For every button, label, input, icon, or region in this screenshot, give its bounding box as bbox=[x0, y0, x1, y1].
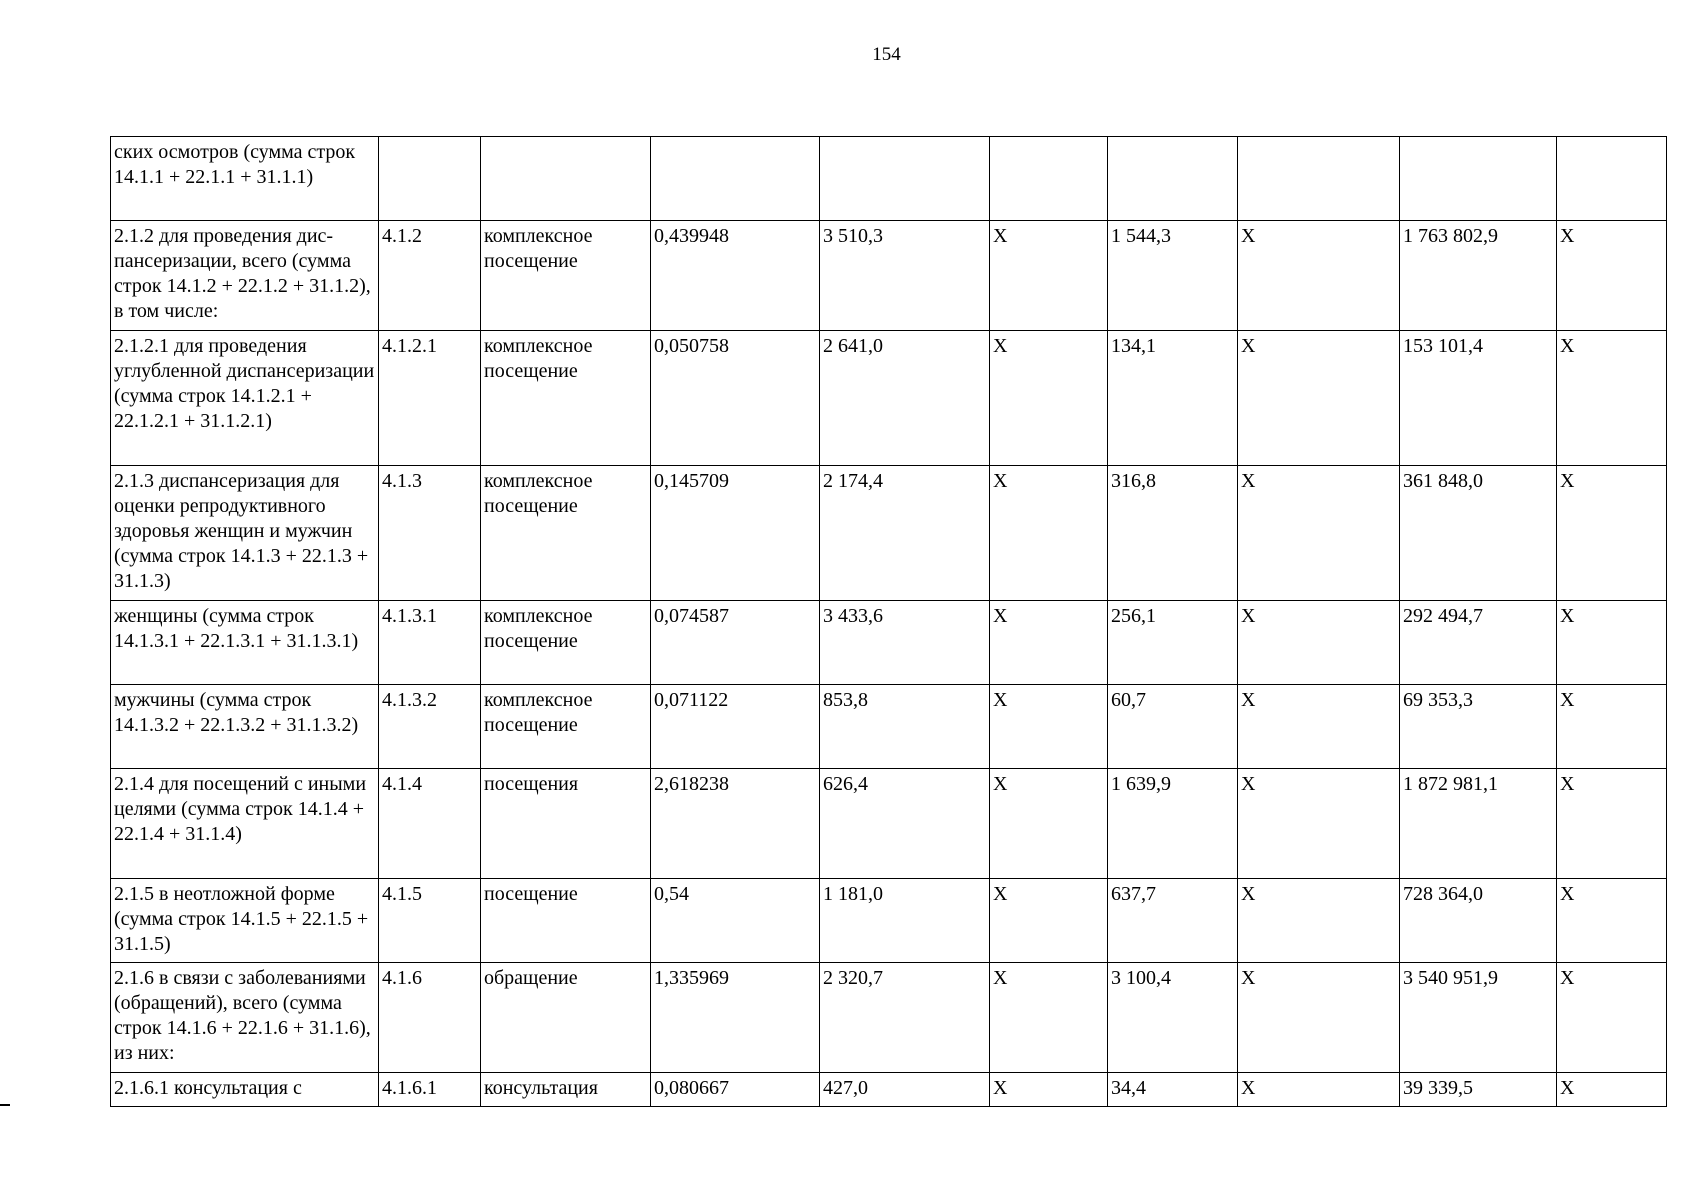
row-per-capita: 1 544,3 bbox=[1108, 221, 1238, 331]
row-unit bbox=[481, 137, 651, 221]
row-norm bbox=[651, 137, 820, 221]
row-code: 4.1.4 bbox=[379, 769, 481, 879]
row-cost: 3 433,6 bbox=[820, 601, 990, 685]
row-code: 4.1.3.1 bbox=[379, 601, 481, 685]
row-per-capita: 637,7 bbox=[1108, 879, 1238, 963]
row-x3: Х bbox=[1557, 963, 1667, 1073]
row-x3: Х bbox=[1557, 221, 1667, 331]
row-total: 1 763 802,9 bbox=[1400, 221, 1557, 331]
row-total: 39 339,5 bbox=[1400, 1073, 1557, 1107]
row-cost: 2 641,0 bbox=[820, 331, 990, 466]
row-total: 361 848,0 bbox=[1400, 466, 1557, 601]
row-total: 153 101,4 bbox=[1400, 331, 1557, 466]
row-x3: Х bbox=[1557, 685, 1667, 769]
row-code: 4.1.3 bbox=[379, 466, 481, 601]
row-x1: Х bbox=[990, 221, 1108, 331]
row-unit: посещение bbox=[481, 879, 651, 963]
row-per-capita: 134,1 bbox=[1108, 331, 1238, 466]
row-per-capita: 1 639,9 bbox=[1108, 769, 1238, 879]
row-norm: 0,050758 bbox=[651, 331, 820, 466]
row-norm: 1,335969 bbox=[651, 963, 820, 1073]
table-row bbox=[111, 1073, 1667, 1107]
row-cost: 2 174,4 bbox=[820, 466, 990, 601]
row-x3: Х bbox=[1557, 601, 1667, 685]
row-per-capita bbox=[1108, 137, 1238, 221]
tariff-table bbox=[110, 136, 1667, 1107]
row-cost: 1 181,0 bbox=[820, 879, 990, 963]
row-name: 2.1.4 для посещений с иными целями (сумма строк 14.1.4 + 22.1.4 + 31.1.4) bbox=[111, 769, 379, 879]
row-x3: Х bbox=[1557, 331, 1667, 466]
row-name: ских осмотров (сумма строк 14.1.1 + 22.1.1 + 31.1.1) bbox=[111, 137, 379, 221]
row-x2: Х bbox=[1238, 685, 1400, 769]
row-unit: комплексное посещение bbox=[481, 466, 651, 601]
row-name: женщины (сумма строк 14.1.3.1 + 22.1.3.1 + 31.1.3.1) bbox=[111, 601, 379, 685]
row-norm: 0,54 bbox=[651, 879, 820, 963]
row-total: 3 540 951,9 bbox=[1400, 963, 1557, 1073]
row-x2: Х bbox=[1238, 331, 1400, 466]
row-total: 1 872 981,1 bbox=[1400, 769, 1557, 879]
row-code bbox=[379, 137, 481, 221]
table-row bbox=[111, 137, 1667, 221]
row-per-capita: 34,4 bbox=[1108, 1073, 1238, 1107]
row-norm: 2,618238 bbox=[651, 769, 820, 879]
table-row bbox=[111, 331, 1667, 466]
row-total: 728 364,0 bbox=[1400, 879, 1557, 963]
row-cost: 3 510,3 bbox=[820, 221, 990, 331]
row-x2: Х bbox=[1238, 601, 1400, 685]
row-name: 2.1.2.1 для проведения углубленной диспансеризации (сумма строк 14.1.2.1 + 22.1.2.1 + 31.1.2.1) bbox=[111, 331, 379, 466]
row-x3 bbox=[1557, 137, 1667, 221]
row-x1: Х bbox=[990, 963, 1108, 1073]
row-x2: Х bbox=[1238, 769, 1400, 879]
row-norm: 0,074587 bbox=[651, 601, 820, 685]
row-x1: Х bbox=[990, 769, 1108, 879]
row-name: 2.1.3 диспансеризация для оценки репродуктивного здоровья женщин и мужчин (сумма строк 14.1.3 + 22.1.3 + 31.1.3) bbox=[111, 466, 379, 601]
table-row bbox=[111, 685, 1667, 769]
row-x2 bbox=[1238, 137, 1400, 221]
page-number: 154 bbox=[872, 44, 901, 65]
row-per-capita: 316,8 bbox=[1108, 466, 1238, 601]
row-cost: 626,4 bbox=[820, 769, 990, 879]
table-row bbox=[111, 221, 1667, 331]
row-unit: комплексное посещение bbox=[481, 331, 651, 466]
row-x1: Х bbox=[990, 879, 1108, 963]
row-code: 4.1.2.1 bbox=[379, 331, 481, 466]
row-x3: Х bbox=[1557, 879, 1667, 963]
table-row bbox=[111, 879, 1667, 963]
row-name: 2.1.2 для проведения диспансеризации, всего (сумма строк 14.1.2 + 22.1.2 + 31.1.2), в том числе: bbox=[111, 221, 379, 331]
row-code: 4.1.3.2 bbox=[379, 685, 481, 769]
row-name: мужчины (сумма строк 14.1.3.2 + 22.1.3.2 + 31.1.3.2) bbox=[111, 685, 379, 769]
row-total: 69 353,3 bbox=[1400, 685, 1557, 769]
row-x2: Х bbox=[1238, 963, 1400, 1073]
row-name: 2.1.6.1 консультация с bbox=[111, 1073, 379, 1107]
row-x2: Х bbox=[1238, 1073, 1400, 1107]
row-unit: консультация bbox=[481, 1073, 651, 1107]
row-x1: Х bbox=[990, 1073, 1108, 1107]
row-cost: 427,0 bbox=[820, 1073, 990, 1107]
row-unit: комплексное посещение bbox=[481, 221, 651, 331]
row-cost: 2 320,7 bbox=[820, 963, 990, 1073]
row-unit: посещения bbox=[481, 769, 651, 879]
row-per-capita: 3 100,4 bbox=[1108, 963, 1238, 1073]
row-x2: Х bbox=[1238, 466, 1400, 601]
row-name: 2.1.5 в неотложной форме (сумма строк 14.1.5 + 22.1.5 + 31.1.5) bbox=[111, 879, 379, 963]
row-per-capita: 60,7 bbox=[1108, 685, 1238, 769]
row-norm: 0,145709 bbox=[651, 466, 820, 601]
row-norm: 0,080667 bbox=[651, 1073, 820, 1107]
table-row bbox=[111, 769, 1667, 879]
row-unit: обращение bbox=[481, 963, 651, 1073]
table-row bbox=[111, 466, 1667, 601]
row-per-capita: 256,1 bbox=[1108, 601, 1238, 685]
row-code: 4.1.5 bbox=[379, 879, 481, 963]
row-x1: Х bbox=[990, 466, 1108, 601]
row-x2: Х bbox=[1238, 879, 1400, 963]
scan-margin-mark bbox=[0, 1104, 10, 1106]
row-code: 4.1.2 bbox=[379, 221, 481, 331]
row-x1 bbox=[990, 137, 1108, 221]
row-total: 292 494,7 bbox=[1400, 601, 1557, 685]
table-row bbox=[111, 963, 1667, 1073]
row-name: 2.1.6 в связи с заболеваниями (обращений), всего (сумма строк 14.1.6 + 22.1.6 + 31.1.6), из них: bbox=[111, 963, 379, 1073]
row-norm: 0,071122 bbox=[651, 685, 820, 769]
row-code: 4.1.6.1 bbox=[379, 1073, 481, 1107]
row-unit: комплексное посещение bbox=[481, 601, 651, 685]
row-x1: Х bbox=[990, 685, 1108, 769]
row-x3: Х bbox=[1557, 466, 1667, 601]
row-unit: комплексное посещение bbox=[481, 685, 651, 769]
row-x3: Х bbox=[1557, 1073, 1667, 1107]
row-cost bbox=[820, 137, 990, 221]
row-total bbox=[1400, 137, 1557, 221]
table-row bbox=[111, 601, 1667, 685]
row-x3: Х bbox=[1557, 769, 1667, 879]
row-cost: 853,8 bbox=[820, 685, 990, 769]
row-x1: Х bbox=[990, 601, 1108, 685]
row-x1: Х bbox=[990, 331, 1108, 466]
row-norm: 0,439948 bbox=[651, 221, 820, 331]
row-code: 4.1.6 bbox=[379, 963, 481, 1073]
row-x2: Х bbox=[1238, 221, 1400, 331]
